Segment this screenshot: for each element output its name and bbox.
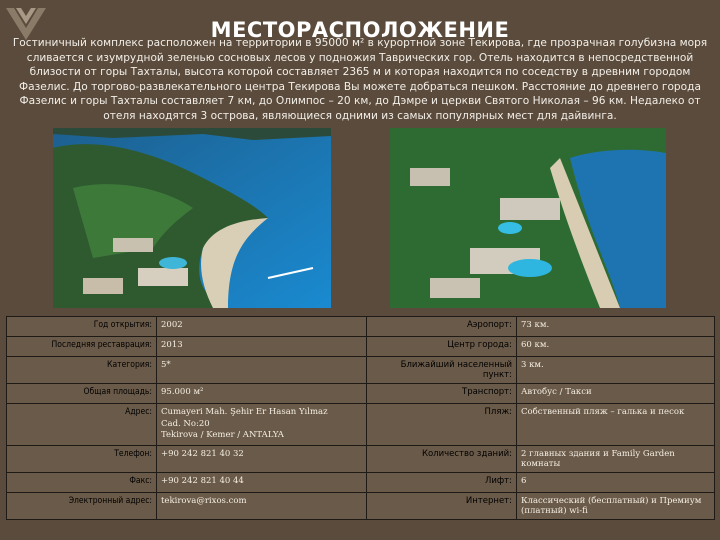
- fact-label: Электронный адрес:: [7, 492, 157, 519]
- fact-value: 60 км.: [517, 337, 715, 357]
- fact-label: Центр города:: [367, 337, 517, 357]
- fact-label: Ближайший населенный пункт:: [367, 357, 517, 384]
- table-row: [7, 445, 715, 472]
- table-row: [7, 472, 715, 492]
- fact-value: +90 242 821 40 32: [157, 445, 367, 472]
- fact-label: Адрес:: [7, 404, 157, 446]
- fact-value: 2 главных здания и Family Garden комнаты: [517, 445, 715, 472]
- fact-label: Телефон:: [7, 445, 157, 472]
- fact-label: Факс:: [7, 472, 157, 492]
- table-row: [7, 492, 715, 519]
- fact-value: Классический (бесплатный) и Премиум (платный) wi-fi: [517, 492, 715, 519]
- fact-label: Интернет:: [367, 492, 517, 519]
- table-row: [7, 357, 715, 384]
- intro-paragraph: Гостиничный комплекс расположен на территории в 95000 м² в курортной зоне Текирова, где прозрачная голубизна моря сливается с изумрудной зеленью сосновых лесов у подножия Таврических гор. Отель находится в непосредственной близости от горы Тахталы, высота которой составляет 2365 м и которая находится по соседству в древним городом Фазелис. До торгово-развлекательного центра Текирова Вы можете добраться пешком. Расстояние до древнего города Фазелис и горы Тахталы составляет 7 км, до Олимпос – 20 км, до Дэмре и церкви Святого Николая – 96 км. Недалеко от отеля находятся 3 острова, являющиеся одними из самых популярных мест для дайвинга.: [12, 37, 708, 122]
- fact-label: Лифт:: [367, 472, 517, 492]
- fact-label: Транспорт:: [367, 384, 517, 404]
- fact-value: Cumayeri Mah. Şehir Er Hasan Yılmaz Cad. No:20 Tekirova / Kemer / ANTALYA: [157, 404, 367, 446]
- facts-table: [6, 316, 715, 520]
- fact-label: Последняя реставрация:: [7, 337, 157, 357]
- resort-aerial-photo-left: [53, 128, 331, 308]
- fact-value: Автобус / Такси: [517, 384, 715, 404]
- resort-aerial-photo-right: [390, 128, 666, 308]
- table-row: [7, 337, 715, 357]
- table-row: [7, 404, 715, 446]
- fact-value: 2002: [157, 317, 367, 337]
- page-title: МЕСТОРАСПОЛОЖЕНИЕ: [210, 18, 510, 42]
- fact-value: 73 км.: [517, 317, 715, 337]
- fact-value: 95.000 м²: [157, 384, 367, 404]
- fact-value: 3 км.: [517, 357, 715, 384]
- fact-value: +90 242 821 40 44: [157, 472, 367, 492]
- fact-value: 6: [517, 472, 715, 492]
- fact-label: Год открытия:: [7, 317, 157, 337]
- table-row: [7, 384, 715, 404]
- fact-label: Категория:: [7, 357, 157, 384]
- fact-label: Количество зданий:: [367, 445, 517, 472]
- fact-label: Общая площадь:: [7, 384, 157, 404]
- fact-value: Собственный пляж – галька и песок: [517, 404, 715, 446]
- fact-value: tekirova@rixos.com: [157, 492, 367, 519]
- fact-label: Аэропорт:: [367, 317, 517, 337]
- fact-value: 5*: [157, 357, 367, 384]
- fact-value: 2013: [157, 337, 367, 357]
- fact-label: Пляж:: [367, 404, 517, 446]
- table-row: [7, 317, 715, 337]
